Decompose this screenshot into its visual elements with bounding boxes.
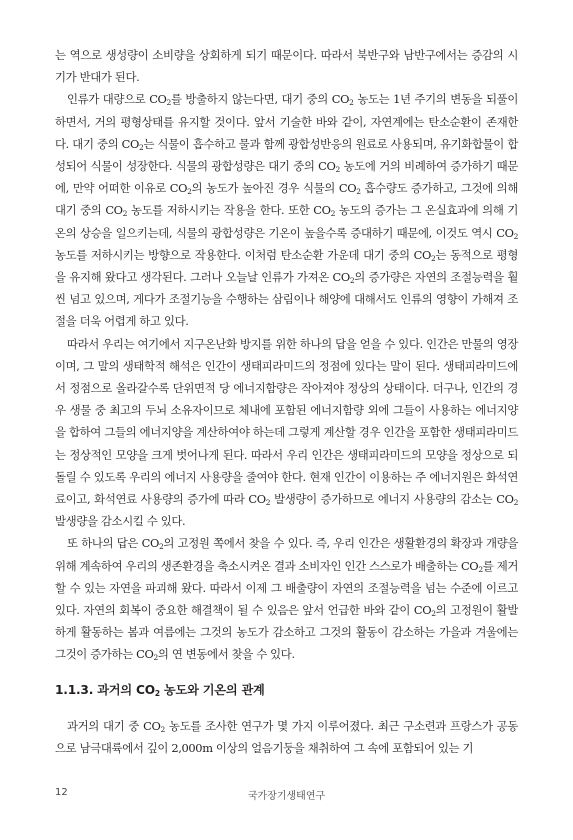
footer-organization: 국가장기생태연구: [247, 791, 326, 802]
paragraph-3: 따라서 우리는 여기에서 지구온난화 방지를 위한 하나의 답을 얻을 수 있다. 인간은 만물의 영장이며, 그 말의 생태학적 해석은 인간이 생태피라미드의 정점에 있다는 말이 된다. 생태피라미드에서 정점으로 올라갈수록 단위면적 당 에너지함량은 작아져야 정상의 상태이다. 더구나, 인간의 경우 생물 중 최고의 두뇌 소유자이므로 체내에 포함된 에너지함량 외에 그들이 사용하는 에너지양을 합하여 그들의 에너지양을 계산하여야 하는데 그렇게 계산할 경우 인간을 포함한 생태피라미드는 정상적인 모양을 크게 벗어나게 된다. 따라서 우리 인간은 생태피라미드의 모양을 정상으로 되돌릴 수 있도록 우리의 에너지 사용량을 줄여야 한다. 현재 인간이 이용하는 주 에너지원은 화석연료이고, 화석연료 사용량의 증가에 따라 $CO_2$ 발생량이 증가하므로 에너지 사용량의 감소는 $CO_2$ 발생량을 감소시킬 수 있다.: [55, 336, 518, 529]
page-number: 12: [55, 787, 68, 798]
body-text: [55, 44, 518, 759]
section-number: 1.1.3.: [55, 682, 94, 697]
paragraph-4: 또 하나의 답은 $CO_2$의 고정원 쪽에서 찾을 수 있다. 즉, 우리 인간은 생활환경의 확장과 개량을 위해 계속하여 우리의 생존환경을 축소시켜온 결과 소비자인 인간 스스로가 배출하는 $CO_2$를 제거할 수 있는 자연을 파괴해 왔다. 따라서 이제 그 배출량이 자연의 조절능력을 넘는 수준에 이르고 있다. 자연의 회복이 중요한 해결책이 될 수 있음은 앞서 언급한 바와 같이 $CO_2$의 고정원이 활발하게 활동하는 봄과 여름에는 그것의 농도가 감소하고 그것의 활동이 감소하는 가을과 겨울에는 그것이 증가하는 $CO_2$의 연 변동에서 찾을 수 있다.: [55, 536, 519, 663]
paragraph-1: 는 역으로 생성량이 소비량을 상회하게 되기 때문이다. 따라서 북반구와 남반구에서는 증감의 시기가 반대가 된다.: [55, 48, 518, 85]
section-heading: 1.1.3. 과거의 $CO_2$ 농도와 기온의 관계: [55, 682, 265, 698]
paragraph-5: 과거의 대기 중 $CO_2$ 농도를 조사한 연구가 몇 가지 이루어졌다. 최근 구소련과 프랑스가 공동으로 남극대륙에서 깊이 2,000m 이상의 얼음기둥을 채취하여 그 속에 포함되어 있는 기: [55, 718, 518, 756]
paragraph-2: 인류가 대량으로 $CO_2$를 방출하지 않는다면, 대기 중의 $CO_2$ 농도는 1년 주기의 변동을 되풀이하면서, 거의 평형상태를 유지할 것이다. 앞서 기술한 바와 같이, 자연계에는 탄소순환이 존재한다. 대기 중의 $CO_2$는 식물이 흡수하고 물과 함께 광합성반응의 원료로 사용되며, 유기화합물이 합성되어 식물이 성장한다. 식물의 광합성량은 대기 중의 $CO_2$ 농도에 거의 비례하여 증가하기 때문에, 만약 어떠한 이유로 $CO_2$의 농도가 높아진 경우 식물의 $CO_2$ 흡수량도 증가하고, 그것에 의해 대기 중의 $CO_2$ 농도를 저하시키는 작용을 한다. 또한 $CO_2$ 농도의 증가는 그 온실효과에 의해 기온의 상승을 일으키는데, 식물의 광합성량은 기온이 높을수록 증대하기 때문에, 이것도 역시 $CO_2$ 농도를 저하시키는 방향으로 작용한다. 이처럼 탄소순환 가운데 대기 중의 $CO_2$는 동적으로 평형을 유지해 왔다고 생각된다. 그러나 오늘날 인류가 가져온 $CO_2$의 증가량은 자연의 조절능력을 훨씬 넘고 있으며, 게다가 조절기능을 수행하는 삼림이나 해양에 대해서도 인류의 영향이 가해져 조절을 더욱 어렵게 하고 있다.: [55, 92, 519, 329]
page-footer: [55, 787, 518, 805]
